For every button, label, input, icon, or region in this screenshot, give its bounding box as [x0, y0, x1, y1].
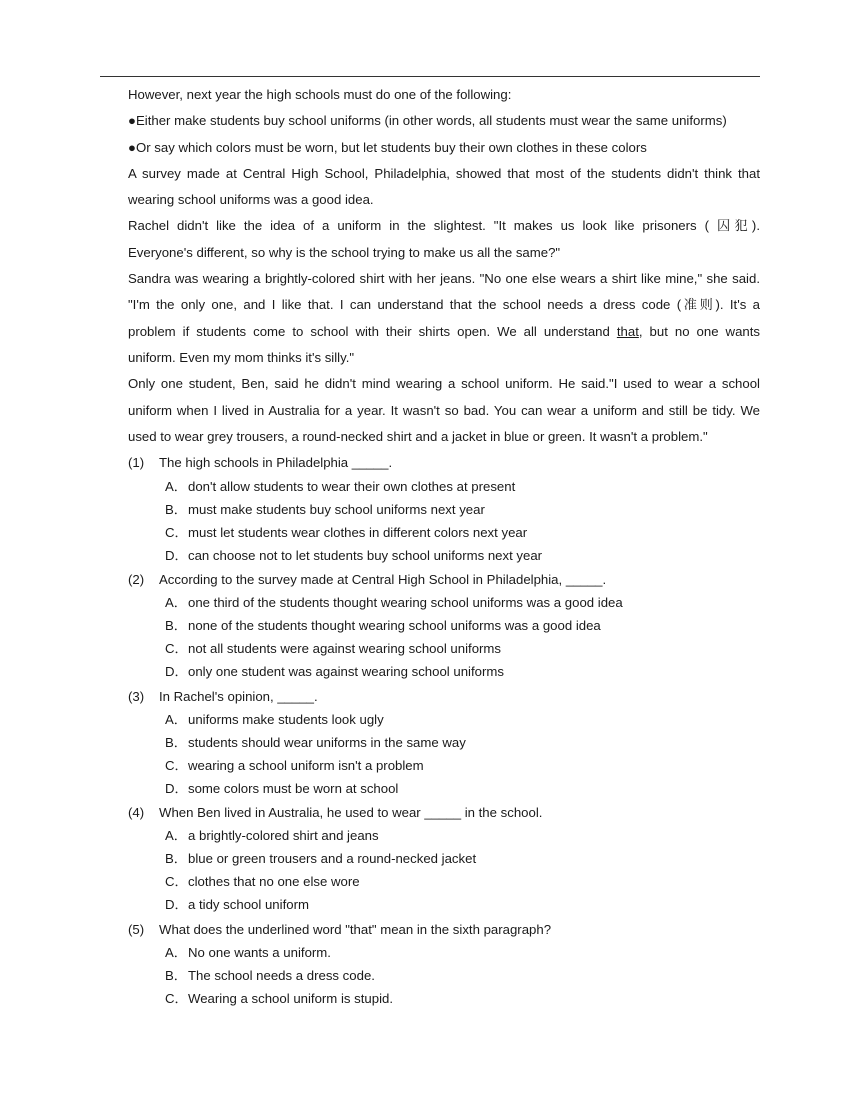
- question-number: (4): [128, 805, 145, 821]
- option-text: clothes that no one else wore: [188, 874, 360, 890]
- answer-option[interactable]: [165, 824, 760, 847]
- answer-options: [128, 591, 760, 683]
- option-text: don't allow students to wear their own clothes at present: [188, 478, 516, 494]
- question-number: (3): [128, 688, 145, 704]
- option-text: No one wants a uniform.: [188, 945, 331, 961]
- question-text: What does the underlined word "that" mean in the sixth paragraph?: [159, 921, 552, 937]
- option-label: A．: [165, 828, 187, 844]
- option-label: A．: [165, 711, 187, 727]
- answer-option[interactable]: [165, 591, 760, 614]
- answer-option[interactable]: [165, 777, 760, 800]
- answer-option[interactable]: [165, 544, 760, 567]
- passage-line: Everyone's different, so why is the school trying to make us all the same?": [128, 244, 561, 260]
- answer-option[interactable]: [165, 893, 760, 916]
- header-rule: [100, 76, 760, 77]
- option-text: must make students buy school uniforms next year: [188, 501, 485, 517]
- option-label: A．: [165, 945, 187, 961]
- answer-option[interactable]: [165, 521, 760, 544]
- option-text: a tidy school uniform: [188, 897, 309, 913]
- passage-line: uniform. Even my mom thinks it's silly.": [128, 349, 355, 365]
- passage-text: , but no one wants: [638, 323, 760, 339]
- answer-options: [128, 941, 760, 1010]
- answer-option[interactable]: [165, 708, 760, 731]
- passage-line: [128, 319, 760, 345]
- answer-option[interactable]: [165, 964, 760, 987]
- passage-line: A survey made at Central High School, Philadelphia, showed that most of the students didn't think that: [128, 165, 760, 181]
- option-label: C．: [165, 874, 188, 890]
- worksheet-content: [128, 82, 760, 1010]
- option-text: must let students wear clothes in different colors next year: [188, 524, 528, 540]
- option-label: C．: [165, 991, 188, 1007]
- question-stem: [128, 451, 760, 474]
- option-label: D．: [165, 547, 188, 563]
- question-number: (1): [128, 455, 145, 471]
- option-label: B．: [165, 501, 187, 517]
- question-item: [128, 801, 760, 916]
- answer-option[interactable]: [165, 987, 760, 1010]
- option-label: D．: [165, 780, 188, 796]
- question-item: [128, 568, 760, 683]
- option-text: blue or green trousers and a round-necked jacket: [188, 851, 477, 867]
- passage-line: ●Or say which colors must be worn, but let students buy their own clothes in these colors: [128, 139, 647, 155]
- question-stem: [128, 568, 760, 591]
- passage-line: Rachel didn't like the idea of a uniform in the slightest. "It makes us look like prisoners ( 囚犯).: [128, 218, 760, 234]
- answer-option[interactable]: [165, 731, 760, 754]
- passage-line: However, next year the high schools must do one of the following:: [128, 87, 512, 102]
- question-stem: [128, 685, 760, 708]
- question-item: [128, 451, 760, 566]
- option-label: D．: [165, 664, 188, 680]
- answer-option[interactable]: [165, 870, 760, 893]
- questions-list: [128, 451, 760, 1010]
- passage-line: Sandra was wearing a brightly-colored shirt with her jeans. "No one else wears a shirt like mine," she said.: [128, 271, 760, 287]
- option-label: B．: [165, 734, 187, 750]
- option-text: uniforms make students look ugly: [188, 711, 384, 727]
- question-text: According to the survey made at Central High School in Philadelphia, _____.: [159, 571, 607, 587]
- passage-line: ●Either make students buy school uniforms (in other words, all students must wear the same uniforms): [128, 113, 727, 129]
- option-text: one third of the students thought wearing school uniforms was a good idea: [188, 595, 623, 611]
- option-label: B．: [165, 851, 187, 867]
- passage-line: used to wear grey trousers, a round-necked shirt and a jacket in blue or green. It wasn't a problem.": [128, 428, 708, 444]
- answer-option[interactable]: [165, 637, 760, 660]
- question-item: [128, 918, 760, 1010]
- answer-option[interactable]: [165, 941, 760, 964]
- question-item: [128, 685, 760, 800]
- underlined-word: that: [616, 323, 639, 339]
- option-label: A．: [165, 478, 187, 494]
- answer-option[interactable]: [165, 475, 760, 498]
- question-stem: [128, 801, 760, 824]
- option-label: B．: [165, 968, 187, 984]
- option-label: B．: [165, 618, 187, 634]
- passage-line: wearing school uniforms was a good idea.: [128, 192, 374, 208]
- answer-option[interactable]: [165, 614, 760, 637]
- option-text: The school needs a dress code.: [188, 968, 375, 984]
- answer-options: [128, 708, 760, 800]
- option-text: none of the students thought wearing school uniforms was a good idea: [188, 618, 601, 634]
- question-stem: [128, 918, 760, 941]
- option-text: a brightly-colored shirt and jeans: [188, 828, 379, 844]
- question-text: The high schools in Philadelphia _____.: [159, 455, 393, 471]
- option-text: not all students were against wearing school uniforms: [188, 641, 502, 657]
- option-text: can choose not to let students buy school uniforms next year: [188, 547, 543, 563]
- passage-line: Only one student, Ben, said he didn't mind wearing a school uniform. He said."I used to wear a school: [128, 376, 760, 392]
- option-text: students should wear uniforms in the same way: [188, 734, 466, 750]
- passage-line: "I'm the only one, and I like that. I can understand that the school needs a dress code (准则). It's a: [128, 297, 760, 313]
- option-label: C．: [165, 757, 188, 773]
- question-number: (2): [128, 571, 145, 587]
- answer-option[interactable]: [165, 847, 760, 870]
- option-label: D．: [165, 897, 188, 913]
- question-text: In Rachel's opinion, _____.: [159, 688, 318, 704]
- passage-line: uniform when I lived in Australia for a year. It wasn't so bad. You can wear a uniform and still be tidy. We: [128, 402, 760, 418]
- answer-option[interactable]: [165, 498, 760, 521]
- question-text: When Ben lived in Australia, he used to wear _____ in the school.: [159, 805, 543, 821]
- answer-option[interactable]: [165, 660, 760, 683]
- question-number: (5): [128, 921, 145, 937]
- option-text: Wearing a school uniform is stupid.: [188, 991, 393, 1007]
- answer-option[interactable]: [165, 754, 760, 777]
- passage-text: problem if students come to school with their shirts open. We all understand: [128, 323, 617, 339]
- option-text: some colors must be worn at school: [188, 780, 399, 796]
- answer-options: [128, 824, 760, 916]
- answer-options: [128, 475, 760, 567]
- option-label: C．: [165, 641, 188, 657]
- option-text: only one student was against wearing school uniforms: [188, 664, 504, 680]
- reading-passage: [128, 82, 760, 450]
- option-label: C．: [165, 524, 188, 540]
- option-text: wearing a school uniform isn't a problem: [188, 757, 424, 773]
- option-label: A．: [165, 595, 187, 611]
